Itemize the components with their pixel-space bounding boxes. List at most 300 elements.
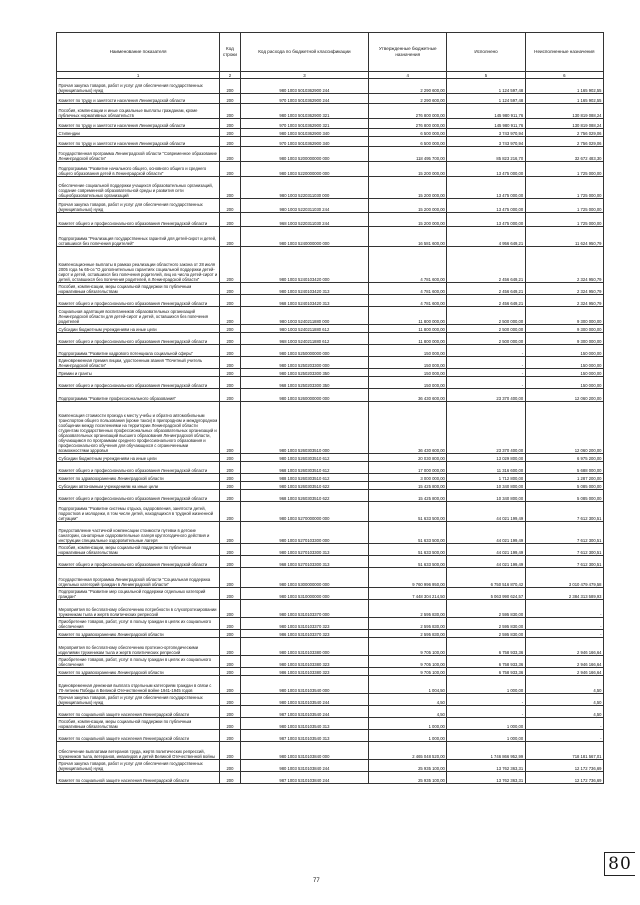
row-unexecuted: - bbox=[525, 618, 603, 630]
row-classification: 980 1003 5240103420 313 bbox=[240, 283, 368, 295]
row-approved: 7 448 304 214,50 bbox=[369, 588, 447, 600]
row-code: 200 bbox=[220, 137, 241, 147]
table-row bbox=[57, 227, 604, 247]
row-approved: 36 430 600,00 bbox=[369, 389, 447, 402]
row-approved: 9 705 100,00 bbox=[369, 668, 447, 676]
row-classification: 980 1003 5260303510 622 bbox=[240, 482, 368, 490]
row-approved: 51 633 500,00 bbox=[369, 544, 447, 556]
row-code: 200 bbox=[220, 307, 241, 325]
row-unexecuted: - bbox=[525, 630, 603, 638]
row-code: 200 bbox=[220, 402, 241, 454]
table-header-row bbox=[57, 33, 604, 72]
row-classification: 980 1003 5010362900 244 bbox=[240, 79, 368, 94]
row-unexecuted: 2 324 950,79 bbox=[525, 247, 603, 283]
row-name: Премии и гранты bbox=[57, 369, 220, 377]
row-approved: 150 000,00 bbox=[369, 357, 447, 369]
table-row bbox=[57, 730, 604, 742]
row-executed: 1 000,00 bbox=[447, 718, 525, 730]
row-approved: 9 705 100,00 bbox=[369, 656, 447, 668]
row-classification: 986 1003 5310103370 323 bbox=[240, 630, 368, 638]
table-row bbox=[57, 283, 604, 295]
row-approved: 15 425 800,00 bbox=[369, 482, 447, 490]
row-approved: 51 633 500,00 bbox=[369, 556, 447, 568]
table-row bbox=[57, 94, 604, 104]
row-unexecuted: 12 172 736,69 bbox=[525, 760, 603, 772]
row-name: Комитет общего и профессионального образования Ленинградской области bbox=[57, 295, 220, 307]
row-unexecuted: 6 975 200,00 bbox=[525, 454, 603, 462]
table-row bbox=[57, 600, 604, 618]
row-name: Комитет общего и профессионального образования Ленинградской области bbox=[57, 213, 220, 227]
row-unexecuted: 1 725 000,00 bbox=[525, 177, 603, 199]
row-code: 200 bbox=[220, 656, 241, 668]
row-approved: 17 000 000,00 bbox=[369, 462, 447, 474]
row-name: Обеспечение социальной поддержки учащихся образовательных организаций, создание современной образовательной среды и развития сети общеобразовательных организаций bbox=[57, 177, 220, 199]
table-row bbox=[57, 454, 604, 462]
row-name: Комитет общего и профессионального образования Ленинградской области bbox=[57, 333, 220, 345]
row-name: Стипендии bbox=[57, 129, 220, 137]
row-name: Мероприятия по бесплатному обеспечению протезно-ортопедическими изделиями труженикам тыла и жертв политических репрессий bbox=[57, 638, 220, 656]
row-classification: 970 1003 5010362900 321 bbox=[240, 119, 368, 129]
row-unexecuted: 5 688 000,00 bbox=[525, 462, 603, 474]
row-approved: 11 800 000,00 bbox=[369, 325, 447, 333]
row-unexecuted: 7 612 300,51 bbox=[525, 556, 603, 568]
col-number: 4 bbox=[369, 72, 447, 79]
row-executed: 2 456 649,21 bbox=[447, 247, 525, 283]
table-row bbox=[57, 638, 604, 656]
row-classification: 980 1003 5200000000 000 bbox=[240, 147, 368, 162]
budget-execution-table bbox=[56, 32, 604, 784]
row-approved: 4,50 bbox=[369, 694, 447, 706]
table-row bbox=[57, 137, 604, 147]
row-code: 200 bbox=[220, 718, 241, 730]
table-row bbox=[57, 742, 604, 760]
row-code: 200 bbox=[220, 454, 241, 462]
row-name: Комитет по здравоохранению Ленинградской области bbox=[57, 474, 220, 482]
row-classification: 970 1003 5010362900 244 bbox=[240, 94, 368, 104]
row-approved: 2 595 830,00 bbox=[369, 600, 447, 618]
row-code: 200 bbox=[220, 94, 241, 104]
row-unexecuted: - bbox=[525, 600, 603, 618]
header-code: Код строки bbox=[220, 33, 241, 72]
table-row bbox=[57, 307, 604, 325]
table-row bbox=[57, 104, 604, 119]
row-name: Комитет общего и профессионального образования Ленинградской области bbox=[57, 462, 220, 474]
row-executed: 1 000,00 bbox=[447, 730, 525, 742]
row-classification: 980 1003 5310103540 313 bbox=[240, 718, 368, 730]
row-approved: 2 465 048 520,00 bbox=[369, 742, 447, 760]
row-approved: 6 500 000,00 bbox=[369, 137, 447, 147]
row-code: 200 bbox=[220, 600, 241, 618]
table-row bbox=[57, 325, 604, 333]
row-unexecuted: 130 819 088,24 bbox=[525, 119, 603, 129]
row-unexecuted: 1 287 200,00 bbox=[525, 474, 603, 482]
row-name: Подпрограмма "Развитие мер социальной поддержки отдельных категорий граждан" bbox=[57, 588, 220, 600]
row-approved: 16 581 600,00 bbox=[369, 227, 447, 247]
row-unexecuted: 7 612 300,51 bbox=[525, 522, 603, 544]
row-code: 200 bbox=[220, 247, 241, 283]
row-classification: 980 1003 5250203300 350 bbox=[240, 369, 368, 377]
table-row bbox=[57, 694, 604, 706]
row-executed: 1 746 866 952,99 bbox=[447, 742, 525, 760]
row-unexecuted: 2 946 166,64 bbox=[525, 668, 603, 676]
row-executed: 13 762 363,31 bbox=[447, 772, 525, 784]
page-number: 77 bbox=[313, 878, 320, 884]
row-code: 200 bbox=[220, 638, 241, 656]
row-executed: 2 456 649,21 bbox=[447, 283, 525, 295]
row-code: 200 bbox=[220, 389, 241, 402]
table-row bbox=[57, 474, 604, 482]
row-executed: 145 980 911,76 bbox=[447, 104, 525, 119]
row-name: Комитет по труду и занятости населения Ленинградской области bbox=[57, 94, 220, 104]
row-executed: 1 712 800,00 bbox=[447, 474, 525, 482]
row-classification: 980 1003 5270000000 000 bbox=[240, 502, 368, 522]
row-code: 200 bbox=[220, 162, 241, 177]
row-classification: 980 1003 5310103540 244 bbox=[240, 694, 368, 706]
row-unexecuted: 150 000,00 bbox=[525, 345, 603, 357]
row-executed: 2 595 830,00 bbox=[447, 630, 525, 638]
row-classification: 987 1003 5310103840 244 bbox=[240, 772, 368, 784]
col-number: 3 bbox=[240, 72, 368, 79]
row-unexecuted: 12 060 200,00 bbox=[525, 389, 603, 402]
row-executed: 2 456 649,21 bbox=[447, 295, 525, 307]
row-approved: 2 290 600,00 bbox=[369, 79, 447, 94]
row-executed: 44 021 199,49 bbox=[447, 522, 525, 544]
row-unexecuted: 1 725 000,00 bbox=[525, 162, 603, 177]
table-row bbox=[57, 162, 604, 177]
row-approved: 118 495 700,00 bbox=[369, 147, 447, 162]
table-row bbox=[57, 588, 604, 600]
row-code: 200 bbox=[220, 119, 241, 129]
row-code: 200 bbox=[220, 177, 241, 199]
row-code: 200 bbox=[220, 474, 241, 482]
row-code: 200 bbox=[220, 104, 241, 119]
row-approved: 150 000,00 bbox=[369, 345, 447, 357]
row-executed: 5 063 990 624,57 bbox=[447, 588, 525, 600]
row-approved: 4 781 600,00 bbox=[369, 247, 447, 283]
row-unexecuted: 2 324 950,79 bbox=[525, 283, 603, 295]
row-executed: 145 980 911,76 bbox=[447, 119, 525, 129]
table-body bbox=[57, 79, 604, 784]
row-executed: 2 595 830,00 bbox=[447, 618, 525, 630]
row-unexecuted: 150 000,00 bbox=[525, 369, 603, 377]
table-row bbox=[57, 676, 604, 694]
table-row bbox=[57, 389, 604, 402]
row-classification: 980 1003 5240000000 000 bbox=[240, 227, 368, 247]
table-row bbox=[57, 556, 604, 568]
row-approved: 51 633 500,00 bbox=[369, 502, 447, 522]
row-name: Пособия, компенсации, меры социальной поддержки по публичным нормативным обязательствам bbox=[57, 283, 220, 295]
row-classification: 980 1003 5270103300 000 bbox=[240, 522, 368, 544]
row-name: Компенсация стоимости проезда к месту учебы и обратно автомобильным транспортом общего пользования (кроме такси) в пригородном и междугородном сообщении между поселениями на территории Ленинградской области студентам государственных профессиональных образовательных организаций и образовательных организаций высшего образования Ленинградской области, обучающимся по программам среднего профессионального образования и профессионального обучения для обучающихся с ограниченными возможностями здоровья bbox=[57, 402, 220, 454]
row-executed: 2 500 000,00 bbox=[447, 307, 525, 325]
row-unexecuted: 2 756 029,06 bbox=[525, 129, 603, 137]
table-row bbox=[57, 357, 604, 369]
table-row bbox=[57, 482, 604, 490]
row-unexecuted: 1 725 000,00 bbox=[525, 199, 603, 213]
table-row bbox=[57, 772, 604, 784]
row-classification: 980 1003 5260303510 612 bbox=[240, 454, 368, 462]
row-unexecuted: 5 085 000,00 bbox=[525, 490, 603, 502]
row-classification: 980 1003 5260000000 000 bbox=[240, 389, 368, 402]
row-unexecuted: 9 300 000,00 bbox=[525, 325, 603, 333]
col-number: 1 bbox=[57, 72, 220, 79]
row-name: Подпрограмма "Развитие кадрового потенциала социальной сферы" bbox=[57, 345, 220, 357]
row-classification: 968 1003 5270103300 313 bbox=[240, 556, 368, 568]
row-approved: 1 000,00 bbox=[369, 730, 447, 742]
row-executed: 6 758 933,36 bbox=[447, 656, 525, 668]
row-code: 200 bbox=[220, 760, 241, 772]
row-approved: 2 595 830,00 bbox=[369, 630, 447, 638]
row-classification: 980 1003 5240211880 612 bbox=[240, 325, 368, 333]
row-unexecuted: 2 384 313 589,93 bbox=[525, 588, 603, 600]
row-code: 200 bbox=[220, 357, 241, 369]
row-executed: 85 823 216,70 bbox=[447, 147, 525, 162]
header-executed: Исполнено bbox=[447, 33, 525, 72]
row-approved: 15 200 000,00 bbox=[369, 177, 447, 199]
table-row bbox=[57, 333, 604, 345]
row-classification: 980 1003 5010362900 340 bbox=[240, 129, 368, 137]
row-name: Подпрограмма "Реализация государственных гарантий для детей-сирот и детей, оставшихся без попечения родителей" bbox=[57, 227, 220, 247]
row-classification: 987 1003 5310103540 244 bbox=[240, 706, 368, 718]
row-classification: 980 1003 5240211880 000 bbox=[240, 307, 368, 325]
table-row bbox=[57, 177, 604, 199]
row-classification: 980 1003 5220311030 000 bbox=[240, 177, 368, 199]
row-executed: 13 475 000,00 bbox=[447, 177, 525, 199]
row-approved: 3 000 000,00 bbox=[369, 474, 447, 482]
row-unexecuted: 1 165 902,55 bbox=[525, 79, 603, 94]
table-row bbox=[57, 79, 604, 94]
row-executed: 13 475 000,00 bbox=[447, 199, 525, 213]
table-row bbox=[57, 213, 604, 227]
row-executed: 3 743 970,94 bbox=[447, 129, 525, 137]
row-executed: - bbox=[447, 345, 525, 357]
row-name: Комитет по труду и занятости населения Ленинградской области bbox=[57, 119, 220, 129]
row-classification: 968 1003 5260303510 622 bbox=[240, 490, 368, 502]
row-classification: 968 1003 5220311030 244 bbox=[240, 213, 368, 227]
table-row bbox=[57, 129, 604, 137]
row-name: Комитет по социальной защите населения Ленинградской области bbox=[57, 772, 220, 784]
row-code: 200 bbox=[220, 568, 241, 588]
row-approved: 15 200 000,00 bbox=[369, 199, 447, 213]
row-name: Комитет по здравоохранению Ленинградской области bbox=[57, 668, 220, 676]
header-name: Наименование показателя bbox=[57, 33, 220, 72]
row-unexecuted: 2 946 166,64 bbox=[525, 638, 603, 656]
row-classification: 968 1003 5250203300 350 bbox=[240, 377, 368, 389]
table-row bbox=[57, 402, 604, 454]
row-approved: 150 000,00 bbox=[369, 377, 447, 389]
row-unexecuted: 4,50 bbox=[525, 676, 603, 694]
row-classification: 980 1003 5270103300 313 bbox=[240, 544, 368, 556]
row-unexecuted: - bbox=[525, 718, 603, 730]
row-executed: - bbox=[447, 377, 525, 389]
row-code: 200 bbox=[220, 345, 241, 357]
row-classification: 980 1003 5220311030 244 bbox=[240, 199, 368, 213]
row-name: Прочая закупка товаров, работ и услуг для обеспечения государственных (муниципальных) нужд bbox=[57, 199, 220, 213]
row-code: 200 bbox=[220, 369, 241, 377]
row-approved: 2 595 830,00 bbox=[369, 618, 447, 630]
table-row bbox=[57, 490, 604, 502]
header-classification: Код расхода по бюджетной классификации bbox=[240, 33, 368, 72]
row-approved: 276 800 000,00 bbox=[369, 104, 447, 119]
row-executed: 1 124 597,48 bbox=[447, 94, 525, 104]
row-classification: 980 1003 5310103380 000 bbox=[240, 638, 368, 656]
row-unexecuted: 130 819 088,24 bbox=[525, 104, 603, 119]
row-code: 200 bbox=[220, 199, 241, 213]
table-row bbox=[57, 544, 604, 556]
table-row bbox=[57, 718, 604, 730]
row-unexecuted: 2 946 166,64 bbox=[525, 656, 603, 668]
row-name: Обеспечение выплатами ветеранов труда, жертв политических репрессий, тружеников тыла, ветеранов, инвалидов и детей Великой Отечественной войны bbox=[57, 742, 220, 760]
row-code: 200 bbox=[220, 213, 241, 227]
row-name: Приобретение товаров, работ, услуг в пользу граждан в целях их социального обеспечения bbox=[57, 618, 220, 630]
row-code: 200 bbox=[220, 147, 241, 162]
row-classification: 980 1003 5310000000 000 bbox=[240, 588, 368, 600]
row-executed: 6 758 933,36 bbox=[447, 668, 525, 676]
row-unexecuted: 12 172 736,69 bbox=[525, 772, 603, 784]
row-code: 200 bbox=[220, 482, 241, 490]
row-classification: 980 1003 5310103370 323 bbox=[240, 618, 368, 630]
row-classification: 988 1003 5260303510 612 bbox=[240, 474, 368, 482]
row-unexecuted: 9 300 000,00 bbox=[525, 307, 603, 325]
row-approved: 6 500 000,00 bbox=[369, 129, 447, 137]
row-executed: 2 500 000,00 bbox=[447, 325, 525, 333]
row-approved: 4,50 bbox=[369, 706, 447, 718]
col-number: 6 bbox=[525, 72, 603, 79]
row-executed: 2 500 000,00 bbox=[447, 333, 525, 345]
row-unexecuted: 2 324 950,79 bbox=[525, 295, 603, 307]
row-code: 200 bbox=[220, 522, 241, 544]
row-executed: 10 340 800,00 bbox=[447, 490, 525, 502]
row-classification: 980 1003 5240103420 000 bbox=[240, 247, 368, 283]
row-classification: 980 1003 5310103380 323 bbox=[240, 656, 368, 668]
row-code: 200 bbox=[220, 630, 241, 638]
row-code: 200 bbox=[220, 325, 241, 333]
row-code: 200 bbox=[220, 377, 241, 389]
row-approved: 36 430 600,00 bbox=[369, 402, 447, 454]
row-classification: 980 1003 5310103540 000 bbox=[240, 676, 368, 694]
row-approved: 11 800 000,00 bbox=[369, 333, 447, 345]
row-name: Прочая закупка товаров, работ и услуг для обеспечения государственных (муниципальных) нужд bbox=[57, 79, 220, 94]
page-stamp: 80 bbox=[604, 852, 635, 876]
row-name: Предоставление частичной компенсации стоимости путевки в детские санатории, санаторные оздоровительные лагеря круглогодичного действия и инструкции специальные оздоровительные лагеря bbox=[57, 522, 220, 544]
row-approved: 1 004,50 bbox=[369, 676, 447, 694]
row-executed: 13 475 000,00 bbox=[447, 162, 525, 177]
table-row bbox=[57, 199, 604, 213]
row-code: 200 bbox=[220, 588, 241, 600]
row-code: 200 bbox=[220, 730, 241, 742]
table-row bbox=[57, 377, 604, 389]
row-unexecuted: 1 725 000,00 bbox=[525, 213, 603, 227]
row-name: Единовременная денежная выплата отдельным категориям граждан в связи с 70-летием Победы в Великой Отечественной войне 1941-1945 годов bbox=[57, 676, 220, 694]
row-classification: 968 1003 5240103420 313 bbox=[240, 295, 368, 307]
row-name: Единовременная премия лицам, удостоенным звания "Почетный учитель Ленинградской области" bbox=[57, 357, 220, 369]
row-approved: 25 935 100,00 bbox=[369, 772, 447, 784]
table-row bbox=[57, 462, 604, 474]
row-name: Комитет по труду и занятости населения Ленинградской области bbox=[57, 137, 220, 147]
row-unexecuted: 7 612 300,51 bbox=[525, 544, 603, 556]
row-executed: 4 956 649,21 bbox=[447, 227, 525, 247]
row-approved: 25 935 100,00 bbox=[369, 760, 447, 772]
row-classification: 980 1003 5250203300 000 bbox=[240, 357, 368, 369]
row-name: Пособия, компенсации и иные социальные выплаты гражданам, кроме публичных нормативных обязательств bbox=[57, 104, 220, 119]
row-classification: 980 1003 5310103840 000 bbox=[240, 742, 368, 760]
col-number: 2 bbox=[220, 72, 241, 79]
row-name: Государственная программа Ленинградской области "Социальная поддержка отдельных категорий граждан в Ленинградской области" bbox=[57, 568, 220, 588]
row-code: 200 bbox=[220, 556, 241, 568]
table-row bbox=[57, 369, 604, 377]
row-approved: 1 000,00 bbox=[369, 718, 447, 730]
row-code: 200 bbox=[220, 544, 241, 556]
table-row bbox=[57, 656, 604, 668]
row-executed: 11 316 600,00 bbox=[447, 462, 525, 474]
row-executed: 10 340 800,00 bbox=[447, 482, 525, 490]
table-row bbox=[57, 247, 604, 283]
row-unexecuted: 2 756 029,06 bbox=[525, 137, 603, 147]
row-approved: 15 200 000,00 bbox=[369, 162, 447, 177]
row-executed: 6 750 516 870,42 bbox=[447, 568, 525, 588]
row-code: 200 bbox=[220, 618, 241, 630]
row-classification: 980 1003 5300000000 000 bbox=[240, 568, 368, 588]
row-approved: 150 000,00 bbox=[369, 369, 447, 377]
row-name: Комитет по социальной защите населения Ленинградской области bbox=[57, 706, 220, 718]
table-row bbox=[57, 147, 604, 162]
row-name: Пособия, компенсации, меры социальной поддержки по публичным нормативным обязательствам bbox=[57, 544, 220, 556]
row-code: 200 bbox=[220, 676, 241, 694]
row-executed: 2 595 830,00 bbox=[447, 600, 525, 618]
row-name: Комитет по социальной защите населения Ленинградской области bbox=[57, 730, 220, 742]
row-code: 200 bbox=[220, 502, 241, 522]
row-approved: 20 030 800,00 bbox=[369, 454, 447, 462]
row-executed: 3 743 970,94 bbox=[447, 137, 525, 147]
row-name: Подпрограмма "Развитие профессионального образования" bbox=[57, 389, 220, 402]
row-name: Комитет общего и профессионального образования Ленинградской области bbox=[57, 377, 220, 389]
row-approved: 9 705 100,00 bbox=[369, 638, 447, 656]
row-approved: 4 781 600,00 bbox=[369, 295, 447, 307]
row-classification: 980 1003 5310103370 000 bbox=[240, 600, 368, 618]
table-row bbox=[57, 119, 604, 129]
row-name: Субсидии бюджетным учреждениям на иные цели bbox=[57, 454, 220, 462]
row-code: 200 bbox=[220, 295, 241, 307]
row-classification: 980 1003 5250000000 000 bbox=[240, 345, 368, 357]
row-approved: 4 781 600,00 bbox=[369, 283, 447, 295]
row-executed: 13 029 800,00 bbox=[447, 454, 525, 462]
row-code: 200 bbox=[220, 333, 241, 345]
row-name: Мероприятия по бесплатному обеспечению потребности в слухопротезировании труженикам тыла и жертв политических репрессий bbox=[57, 600, 220, 618]
row-classification: 986 1003 5310103380 323 bbox=[240, 668, 368, 676]
row-approved: 276 800 000,00 bbox=[369, 119, 447, 129]
table-row bbox=[57, 618, 604, 630]
row-classification: 980 1003 5260303510 000 bbox=[240, 402, 368, 454]
table-row bbox=[57, 502, 604, 522]
row-name: Субсидии автономным учреждениям на иные цели bbox=[57, 482, 220, 490]
row-classification: 980 1003 5220000000 000 bbox=[240, 162, 368, 177]
row-unexecuted: 12 060 200,00 bbox=[525, 402, 603, 454]
table-row bbox=[57, 568, 604, 588]
row-executed: 44 021 199,49 bbox=[447, 556, 525, 568]
row-code: 200 bbox=[220, 706, 241, 718]
header-approved: Утвержденные бюджетные назначения bbox=[369, 33, 447, 72]
row-executed: - bbox=[447, 357, 525, 369]
row-executed: - bbox=[447, 369, 525, 377]
row-code: 200 bbox=[220, 694, 241, 706]
row-unexecuted: 150 000,00 bbox=[525, 357, 603, 369]
table-row bbox=[57, 630, 604, 638]
row-name: Комитет по здравоохранению Ленинградской области bbox=[57, 630, 220, 638]
header-unexecuted: Неисполненные назначения bbox=[525, 33, 603, 72]
row-unexecuted: 4,50 bbox=[525, 706, 603, 718]
row-unexecuted: 11 624 950,79 bbox=[525, 227, 603, 247]
row-approved: 15 425 800,00 bbox=[369, 490, 447, 502]
